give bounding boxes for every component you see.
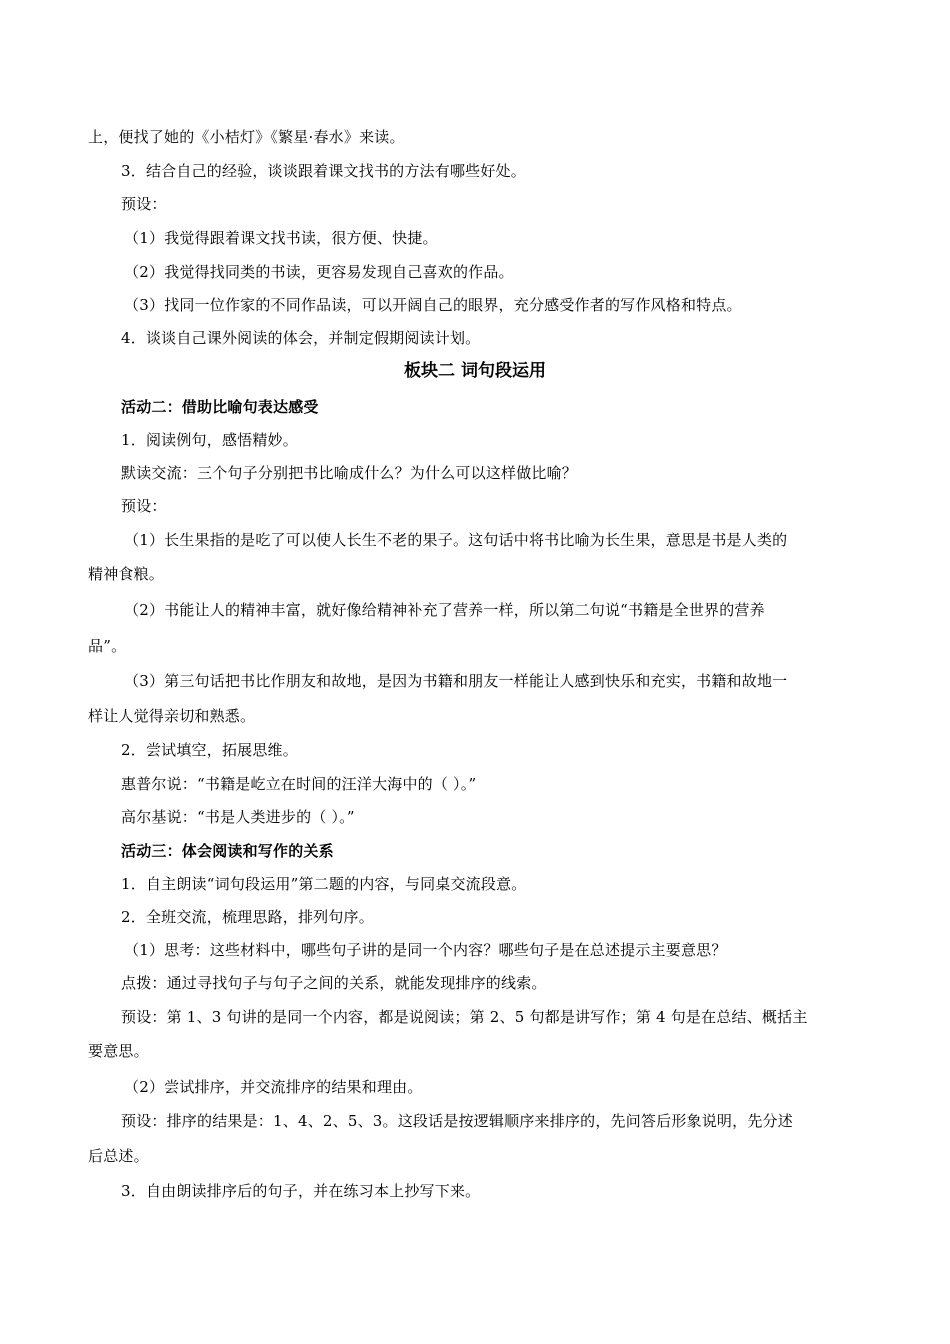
text-line: （3）找同一位作家的不同作品读，可以开阔自己的眼界，充分感受作者的写作风格和特点。 xyxy=(124,296,742,314)
text-line: （2）我觉得找同类的书读，更容易发现自己喜欢的作品。 xyxy=(124,263,514,281)
text-line: 2．全班交流，梳理思路，排列句序。 xyxy=(121,908,374,926)
text-line: 预设：排序的结果是：1、4、2、5、3。这段话是按逻辑顺序来排序的，先问答后形象说明，先分述 xyxy=(121,1112,793,1130)
text-line: 2．尝试填空，拓展思维。 xyxy=(121,741,298,759)
text-line: （2）尝试排序，并交流排序的结果和理由。 xyxy=(124,1078,423,1096)
text-line: 预设：第 1、3 句讲的是同一个内容，都是说阅读；第 2、5 句都是讲写作；第 4 句是在总结、概括主 xyxy=(121,1008,808,1026)
text-line: 点拨：通过寻找句子与句子之间的关系，就能发现排序的线索。 xyxy=(121,974,547,992)
text-line: 预设： xyxy=(121,497,167,515)
text-line: 1．阅读例句，感悟精妙。 xyxy=(121,431,298,449)
text-line: 3．结合自己的经验，谈谈跟着课文找书的方法有哪些好处。 xyxy=(121,162,526,180)
text-line: （1）思考：这些材料中，哪些句子讲的是同一个内容？哪些句子是在总述提示主要意思？ xyxy=(124,941,727,959)
text-line: 惠普尔说：“书籍是屹立在时间的汪洋大海中的（ ）。” xyxy=(121,775,477,793)
text-line: 1．自主朗读“词句段运用”第二题的内容，与同桌交流段意。 xyxy=(121,875,527,893)
text-line: 默读交流：三个句子分别把书比喻成什么？为什么可以这样做比喻？ xyxy=(121,464,578,482)
text-line: 3．自由朗读排序后的句子，并在练习本上抄写下来。 xyxy=(121,1182,481,1200)
text-line: 预设： xyxy=(121,195,167,213)
text-line: （1）我觉得跟着课文找书读，很方便、快捷。 xyxy=(124,229,438,247)
text-line: 要意思。 xyxy=(88,1042,149,1060)
text-line: 上，便找了她的《小桔灯》《繁星·春水》来读。 xyxy=(88,128,405,146)
activity-heading: 活动三：体会阅读和写作的关系 xyxy=(121,842,334,860)
text-line: 后总述。 xyxy=(88,1147,149,1165)
text-line: （1）长生果指的是吃了可以使人长生不老的果子。这句话中将书比喻为长生果，意思是书是人类的 xyxy=(124,531,788,549)
section-heading: 板块二 词句段运用 xyxy=(404,361,546,381)
text-line: 品”。 xyxy=(88,637,127,655)
text-line: 4．谈谈自己课外阅读的体会，并制定假期阅读计划。 xyxy=(121,329,481,347)
text-line: 精神食粮。 xyxy=(88,565,165,583)
activity-heading: 活动二：借助比喻句表达感受 xyxy=(121,398,319,416)
text-line: （2）书能让人的精神丰富，就好像给精神补充了营养一样，所以第二句说“书籍是全世界的营养 xyxy=(124,601,765,619)
text-line: 样让人觉得亲切和熟悉。 xyxy=(88,707,256,725)
text-line: （3）第三句话把书比作朋友和故地，是因为书籍和朋友一样能让人感到快乐和充实，书籍和故地一 xyxy=(124,672,788,690)
text-line: 高尔基说：“书是人类进步的（ ）。” xyxy=(121,808,355,826)
